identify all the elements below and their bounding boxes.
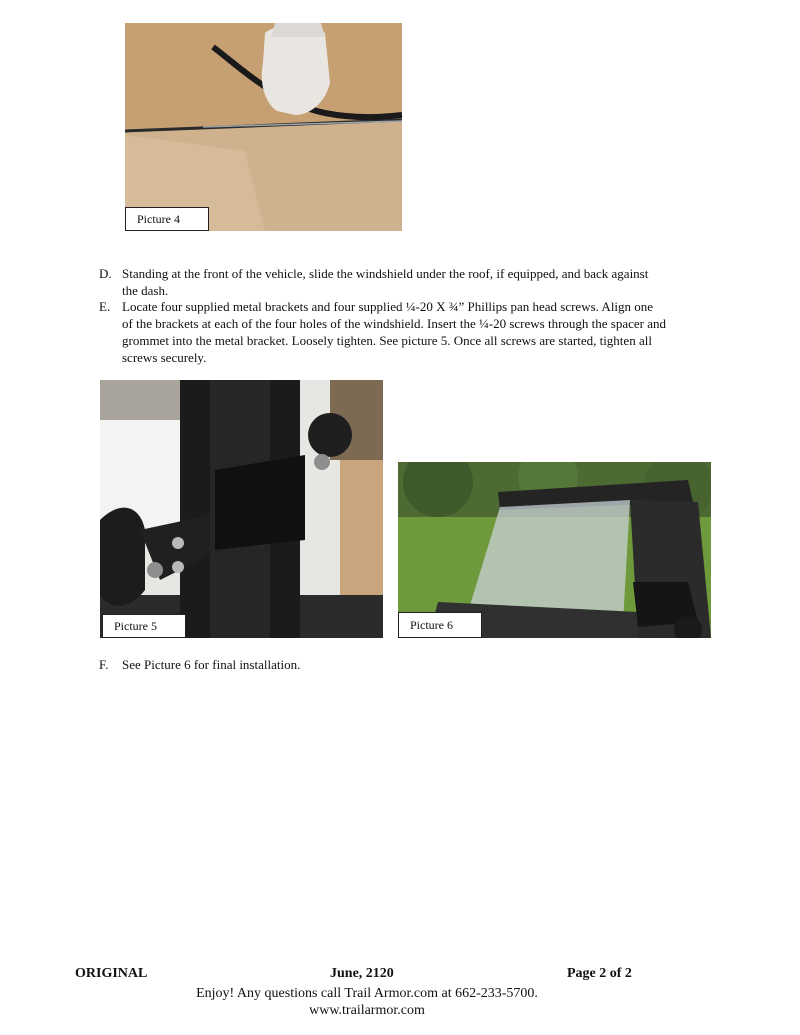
footer-contact-line: Enjoy! Any questions call Trail Armor.com at 662-233-5700. — [196, 986, 538, 1001]
step-e-line-4: screws securely. — [122, 350, 207, 365]
picture-5-caption: Picture 5 — [102, 614, 186, 638]
picture-4-photo — [125, 23, 402, 231]
footer-page-number: Page 2 of 2 — [567, 966, 632, 981]
step-f-line-1: See Picture 6 for final installation. — [122, 657, 301, 672]
step-d-line-1: Standing at the front of the vehicle, slide the windshield under the roof, if equipped, and back against — [122, 266, 649, 281]
step-f-letter: F. — [99, 657, 109, 672]
picture-6-caption: Picture 6 — [398, 612, 482, 638]
step-e-letter: E. — [99, 299, 111, 314]
step-e — [99, 298, 739, 366]
footer-website: www.trailarmor.com — [309, 1003, 425, 1018]
step-e-line-1: Locate four supplied metal brackets and four supplied ¼-20 X ¾” Phillips pan head screws. Align one — [122, 299, 654, 314]
step-e-line-2: of the brackets at each of the four holes of the windshield. Insert the ¼-20 screws through the spacer and — [122, 316, 667, 331]
step-e-line-3: grommet into the metal bracket. Loosely tighten. See picture 5. Once all screws are started, tighten all — [122, 333, 652, 348]
footer-original-label: ORIGINAL — [75, 966, 148, 981]
step-d-line-2: the dash. — [122, 283, 169, 298]
step-d-letter: D. — [99, 266, 112, 281]
step-d — [99, 265, 739, 299]
step-f — [99, 656, 739, 673]
picture-4-caption: Picture 4 — [125, 207, 209, 231]
picture-5-photo — [100, 380, 383, 638]
footer-date: June, 2120 — [330, 966, 394, 981]
